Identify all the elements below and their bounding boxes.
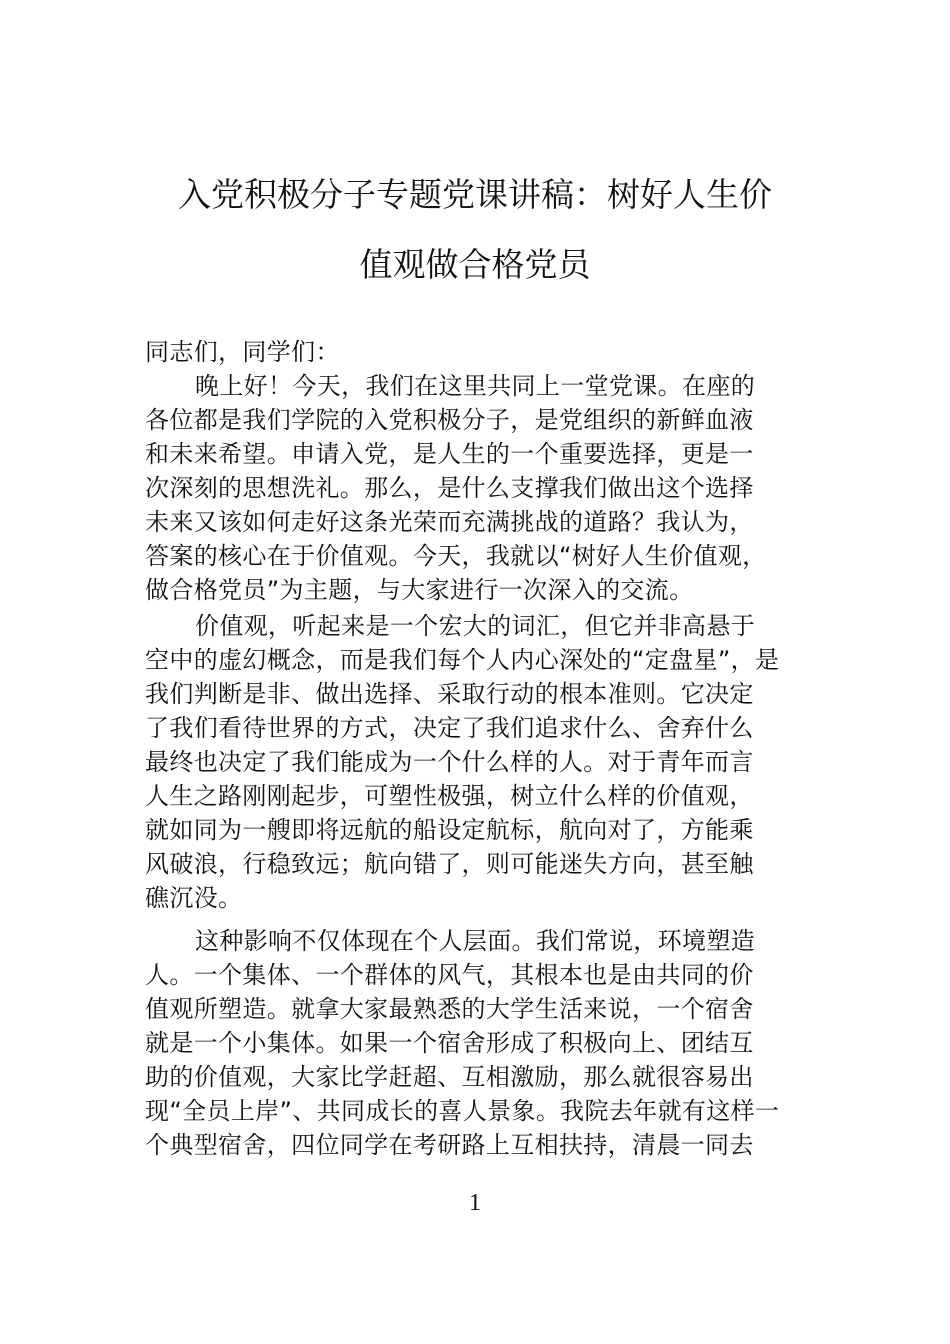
- body-line: 这种影响不仅体现在个人层面。我们常说，环境塑造: [195, 927, 756, 955]
- body-line: 就是一个小集体。如果一个宿舍形成了积极向上、团结互: [145, 1029, 754, 1057]
- body-line: 了我们看待世界的方式，决定了我们追求什么、舍弃什么: [145, 714, 754, 742]
- body-line: 现“全员上岸”、共同成长的喜人景象。我院去年就有这样一: [145, 1097, 780, 1125]
- page-number: 1: [469, 1190, 481, 1216]
- body-line: 助的价值观，大家比学赶超、互相激励，那么就很容易出: [145, 1063, 754, 1091]
- body-line: 就如同为一艘即将远航的船设定航标，航向对了，方能乘: [145, 816, 754, 844]
- body-line: 个典型宿舍，四位同学在考研路上互相扶持，清晨一同去: [145, 1131, 754, 1159]
- body-line: 最终也决定了我们能成为一个什么样的人。对于青年而言: [145, 748, 754, 776]
- body-line: 值观所塑造。就拿大家最熟悉的大学生活来说，一个宿舍: [145, 995, 754, 1023]
- salutation-line: 同志们，同学们：: [145, 338, 340, 366]
- document-title-line-2: 值观做合格党员: [359, 245, 591, 284]
- body-line: 人。一个集体、一个群体的风气，其根本也是由共同的价: [145, 961, 754, 989]
- document-title-line-1: 入党积极分子专题党课讲稿：树好人生价: [178, 175, 772, 214]
- body-line: 答案的核心在于价值观。今天，我就以“树好人生价值观，: [145, 542, 767, 570]
- body-line: 未来又该如何走好这条光荣而充满挑战的道路？我认为，: [145, 508, 754, 536]
- body-line: 晚上好！今天，我们在这里共同上一堂党课。在座的: [195, 372, 756, 400]
- body-line: 我们判断是非、做出选择、采取行动的根本准则。它决定: [145, 680, 754, 708]
- body-line: 各位都是我们学院的入党积极分子，是党组织的新鲜血液: [145, 406, 754, 434]
- body-line: 风破浪，行稳致远；航向错了，则可能迷失方向，甚至触: [145, 850, 754, 878]
- body-line: 空中的虚幻概念，而是我们每个人内心深处的“定盘星”，是: [145, 646, 780, 674]
- body-line: 礁沉没。: [145, 884, 243, 912]
- body-line: 次深刻的思想洗礼。那么，是什么支撑我们做出这个选择: [145, 474, 754, 502]
- body-line: 做合格党员”为主题，与大家进行一次深入的交流。: [145, 576, 694, 604]
- body-line: 和未来希望。申请入党，是人生的一个重要选择，更是一: [145, 440, 754, 468]
- body-line: 价值观，听起来是一个宏大的词汇，但它并非高悬于: [195, 612, 756, 640]
- body-line: 人生之路刚刚起步，可塑性极强，树立什么样的价值观，: [145, 782, 754, 810]
